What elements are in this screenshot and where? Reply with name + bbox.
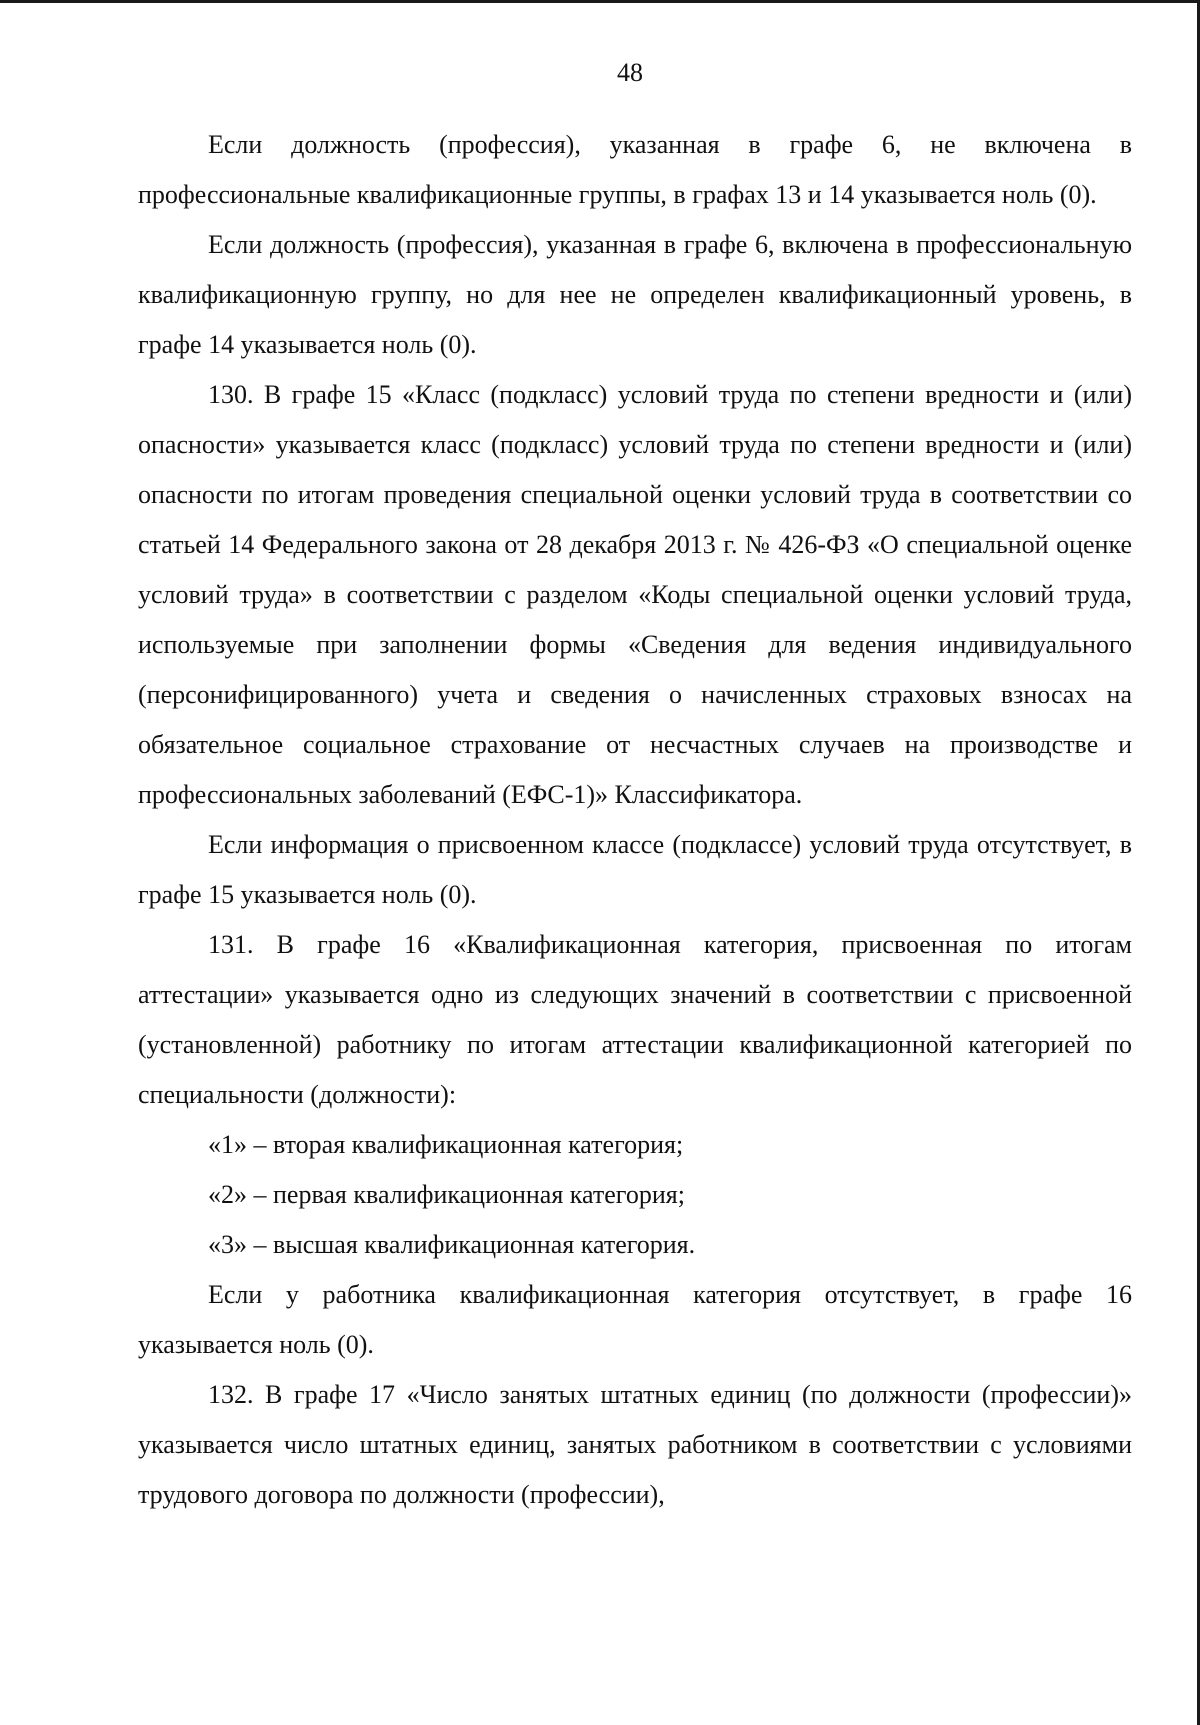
document-body	[138, 120, 1132, 1520]
paragraph-item-130: 130. В графе 15 «Класс (подкласс) условий труда по степени вредности и (или) опасности» указывается класс (подкласс) условий труда по степени вредности и (или) опасности по итогам проведения специальной оценки условий труда в соответствии со статьей 14 Федерального закона от 28 декабря 2013 г. № 426-ФЗ «О специальной оценке условий труда» в соответствии с разделом «Коды специальной оценки условий труда, используемые при заполнении формы «Сведения для ведения индивидуального (персонифицированного) учета и сведения о начисленных страховых взносах на обязательное социальное страхование от несчастных случаев на производстве и профессиональных заболеваний (ЕФС-1)» Классификатора.	[138, 380, 1132, 809]
paragraph-item-132: 132. В графе 17 «Число занятых штатных единиц (по должности (профессии)» указывается число штатных единиц, занятых работником в соответствии с условиями трудового договора по должности (профессии),	[138, 1380, 1132, 1509]
list-item-category-2: «2» – первая квалификационная категория;	[208, 1180, 685, 1209]
scan-edge-top	[0, 0, 1200, 3]
list-item-category-1: «1» – вторая квалификационная категория;	[208, 1130, 684, 1159]
list-item-category-3: «3» – высшая квалификационная категория.	[208, 1230, 696, 1259]
paragraph-position-not-in-group: Если должность (профессия), указанная в графе 6, не включена в профессиональные квалификационные группы, в графах 13 и 14 указывается ноль (0).	[138, 130, 1132, 209]
paragraph-category-absent: Если у работника квалификационная категория отсутствует, в графе 16 указывается ноль (0).	[138, 1280, 1132, 1359]
page-number: 48	[617, 58, 643, 87]
paragraph-class-absent: Если информация о присвоенном классе (подклассе) условий труда отсутствует, в графе 15 указывается ноль (0).	[138, 830, 1132, 909]
paragraph-level-not-defined: Если должность (профессия), указанная в графе 6, включена в профессиональную квалификационную группу, но для нее не определен квалификационный уровень, в графе 14 указывается ноль (0).	[138, 230, 1132, 359]
paragraph-item-131: 131. В графе 16 «Квалификационная категория, присвоенная по итогам аттестации» указывается одно из следующих значений в соответствии с присвоенной (установленной) работнику по итогам аттестации квалификационной категорией по специальности (должности):	[138, 930, 1132, 1109]
